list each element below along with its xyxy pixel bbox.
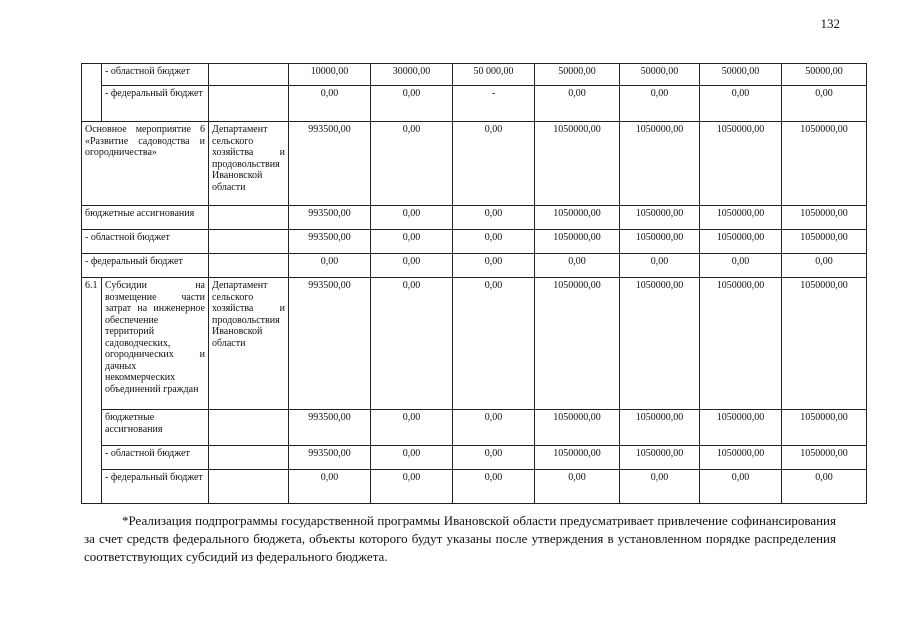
value-cell: 1050000,00 — [700, 122, 782, 206]
row-label: - федеральный бюджет — [102, 470, 209, 504]
value-cell: 0,00 — [453, 206, 535, 230]
department-cell — [209, 410, 289, 446]
value-cell: 0,00 — [371, 86, 453, 122]
value-cell: 993500,00 — [289, 230, 371, 254]
value-cell: 0,00 — [453, 278, 535, 410]
value-cell: 0,00 — [620, 470, 700, 504]
value-cell: 0,00 — [371, 254, 453, 278]
value-cell: 0,00 — [620, 254, 700, 278]
value-cell: 1050000,00 — [782, 446, 867, 470]
value-cell: 0,00 — [371, 470, 453, 504]
department-cell — [209, 254, 289, 278]
page-number: 132 — [820, 16, 840, 31]
value-cell: 1050000,00 — [700, 446, 782, 470]
row-label: Субсидии на возмещение части затрат на инженерное обеспечение территорий садоводческих, огороднических и дачных некоммерческих объединений граждан — [102, 278, 209, 410]
value-cell: 1050000,00 — [535, 206, 620, 230]
value-cell: 0,00 — [371, 230, 453, 254]
department-cell — [209, 86, 289, 122]
row-label: Основное мероприятие 6 «Развитие садоводства и огородничества» — [82, 122, 209, 206]
value-cell: 1050000,00 — [782, 278, 867, 410]
row-label: - областной бюджет — [102, 64, 209, 86]
budget-table — [81, 63, 867, 504]
row-label: - областной бюджет — [102, 446, 209, 470]
value-cell: 0,00 — [700, 470, 782, 504]
value-cell: 1050000,00 — [535, 122, 620, 206]
value-cell: 1050000,00 — [535, 446, 620, 470]
value-cell: 1050000,00 — [782, 206, 867, 230]
value-cell: 0,00 — [535, 86, 620, 122]
value-cell: 10000,00 — [289, 64, 371, 86]
table-row — [82, 254, 867, 278]
value-cell: 0,00 — [289, 254, 371, 278]
value-cell: 1050000,00 — [700, 206, 782, 230]
value-cell: 50000,00 — [700, 64, 782, 86]
value-cell: 1050000,00 — [620, 206, 700, 230]
value-cell: 0,00 — [620, 86, 700, 122]
value-cell: 1050000,00 — [700, 230, 782, 254]
table-row — [82, 278, 867, 410]
table-row — [82, 230, 867, 254]
blank-cell — [82, 64, 102, 122]
value-cell: 0,00 — [453, 410, 535, 446]
value-cell: 50 000,00 — [453, 64, 535, 86]
value-cell: 1050000,00 — [535, 230, 620, 254]
value-cell: 0,00 — [453, 230, 535, 254]
value-cell: 1050000,00 — [620, 446, 700, 470]
value-cell: 1050000,00 — [620, 230, 700, 254]
table-row — [82, 86, 867, 122]
footnote-text: *Реализация подпрограммы государственной программы Ивановской области предусматривает привлечение софинансирования за счет средств федерального бюджета, объекты которого будут указаны после утверждения в установленном порядке распределения соответствующих субсидий из федерального бюджета. — [84, 513, 836, 564]
department-cell — [209, 230, 289, 254]
value-cell: 1050000,00 — [782, 122, 867, 206]
value-cell: 993500,00 — [289, 206, 371, 230]
value-cell: 993500,00 — [289, 410, 371, 446]
table-row — [82, 470, 867, 504]
value-cell: 1050000,00 — [620, 278, 700, 410]
value-cell: 1050000,00 — [620, 122, 700, 206]
value-cell: 0,00 — [371, 122, 453, 206]
value-cell: 0,00 — [371, 278, 453, 410]
value-cell: 1050000,00 — [535, 410, 620, 446]
table-row — [82, 446, 867, 470]
department-cell: Департамент сельского хозяйства и продовольствия Ивановской области — [209, 122, 289, 206]
department-cell — [209, 446, 289, 470]
row-label: - областной бюджет — [82, 230, 209, 254]
value-cell: 0,00 — [371, 206, 453, 230]
value-cell: 50000,00 — [535, 64, 620, 86]
department-cell — [209, 64, 289, 86]
table-row — [82, 206, 867, 230]
value-cell: 0,00 — [289, 470, 371, 504]
value-cell: 0,00 — [453, 446, 535, 470]
department-cell — [209, 206, 289, 230]
value-cell: 0,00 — [700, 86, 782, 122]
value-cell: 993500,00 — [289, 122, 371, 206]
department-cell: Департамент сельского хозяйства и продовольствия Ивановской области — [209, 278, 289, 410]
value-cell: 0,00 — [453, 254, 535, 278]
value-cell: 50000,00 — [620, 64, 700, 86]
table-row — [82, 122, 867, 206]
row-label: - федеральный бюджет — [82, 254, 209, 278]
value-cell: - — [453, 86, 535, 122]
value-cell: 0,00 — [371, 446, 453, 470]
value-cell: 1050000,00 — [700, 410, 782, 446]
value-cell: 0,00 — [782, 254, 867, 278]
value-cell: 30000,00 — [371, 64, 453, 86]
value-cell: 50000,00 — [782, 64, 867, 86]
table-row — [82, 410, 867, 446]
value-cell: 1050000,00 — [535, 278, 620, 410]
row-label: бюджетные ассигнования — [102, 410, 209, 446]
value-cell: 0,00 — [700, 254, 782, 278]
department-cell — [209, 470, 289, 504]
value-cell: 0,00 — [453, 470, 535, 504]
value-cell: 0,00 — [535, 470, 620, 504]
value-cell: 1050000,00 — [700, 278, 782, 410]
row-label: бюджетные ассигнования — [82, 206, 209, 230]
table-row — [82, 64, 867, 86]
item-number: 6.1 — [82, 278, 102, 504]
value-cell: 0,00 — [535, 254, 620, 278]
value-cell: 0,00 — [289, 86, 371, 122]
row-label: - федеральный бюджет — [102, 86, 209, 122]
value-cell: 0,00 — [782, 470, 867, 504]
value-cell: 1050000,00 — [782, 410, 867, 446]
value-cell: 0,00 — [371, 410, 453, 446]
value-cell: 1050000,00 — [620, 410, 700, 446]
value-cell: 993500,00 — [289, 278, 371, 410]
value-cell: 0,00 — [453, 122, 535, 206]
value-cell: 993500,00 — [289, 446, 371, 470]
footnote — [84, 512, 836, 566]
value-cell: 1050000,00 — [782, 230, 867, 254]
value-cell: 0,00 — [782, 86, 867, 122]
